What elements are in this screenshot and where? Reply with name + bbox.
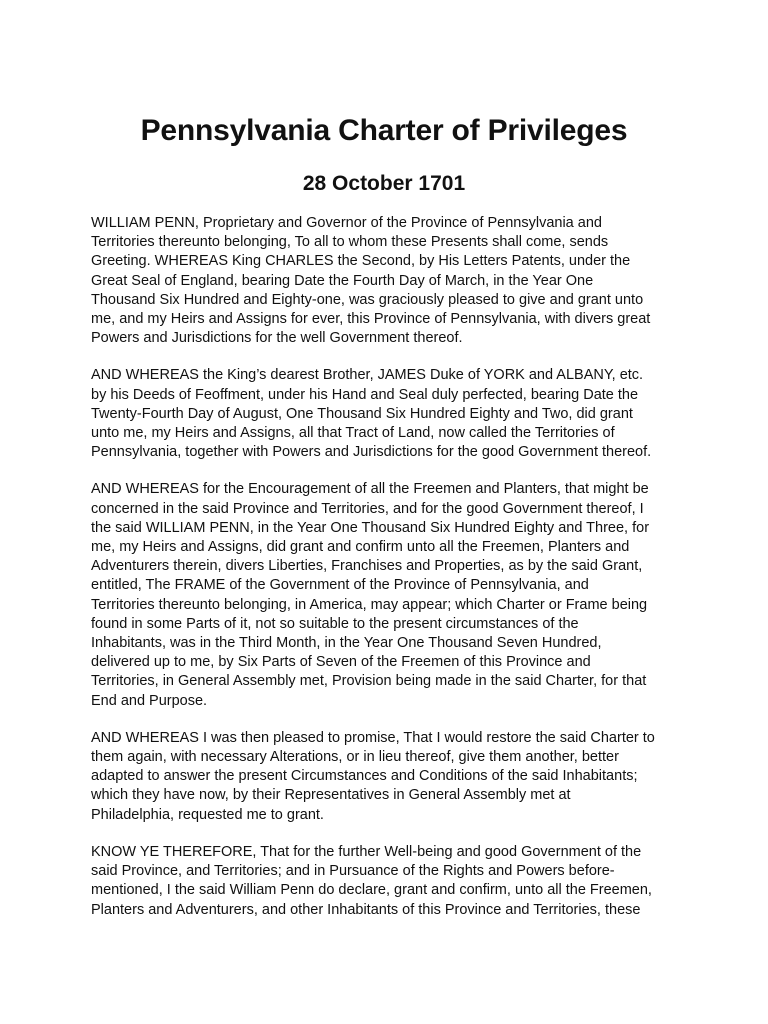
document-title: Pennsylvania Charter of Privileges (140, 114, 628, 147)
text-line: Powers and Jurisdictions for the well Government thereof. (91, 330, 463, 347)
text-line: AND WHEREAS I was then pleased to promise, That I would restore the said Charter to (91, 729, 655, 746)
text-line: AND WHEREAS for the Encouragement of all the Freemen and Planters, that might be (91, 481, 649, 498)
text-line: them again, with necessary Alterations, or in lieu thereof, give them another, better (91, 749, 619, 766)
text-line: Greeting. WHEREAS King CHARLES the Second, by His Letters Patents, under the (91, 253, 631, 270)
text-line: Pennsylvania, together with Powers and Jurisdictions for the good Government thereof. (91, 444, 652, 461)
text-line: Adventurers therein, divers Liberties, Franchises and Properties, as by the said Grant, (91, 558, 643, 575)
text-line: AND WHEREAS the King’s dearest Brother, JAMES Duke of YORK and ALBANY, etc. (91, 367, 644, 384)
text-line: me, my Heirs and Assigns, did grant and confirm unto all the Freemen, Planters and (91, 539, 630, 556)
text-line: delivered up to me, by Six Parts of Seven of the Freemen of this Province and (91, 654, 591, 671)
text-line: Planters and Adventurers, and other Inhabitants of this Province and Territories, these (91, 901, 641, 918)
text-line: End and Purpose. (91, 692, 208, 709)
paragraph-5 (91, 843, 691, 920)
paragraph-3 (91, 480, 691, 710)
text-line: Territories thereunto belonging, To all to whom these Presents shall come, sends (91, 234, 609, 251)
document-body (91, 214, 691, 938)
text-line: Philadelphia, requested me to grant. (91, 806, 324, 823)
text-line: unto me, my Heirs and Assigns, all that Tract of Land, now called the Territories of (91, 425, 615, 442)
text-line: Territories thereunto belonging, in America, may appear; which Charter or Frame being (91, 596, 648, 613)
paragraph-2 (91, 366, 691, 462)
text-line: Thousand Six Hundred and Eighty-one, was graciously pleased to give and grant unto (91, 291, 644, 308)
text-line: adapted to answer the present Circumstances and Conditions of the said Inhabitants; (91, 768, 638, 785)
text-line: Great Seal of England, bearing Date the Fourth Day of March, in the Year One (91, 272, 594, 289)
text-line: Inhabitants, was in the Third Month, in the Year One Thousand Seven Hundred, (91, 635, 602, 652)
text-line: said Province, and Territories; and in Pursuance of the Rights and Powers before- (91, 863, 615, 880)
document-date: 28 October 1701 (302, 172, 466, 195)
text-line: concerned in the said Province and Territories, and for the good Government thereof, I (91, 500, 644, 517)
text-line: the said WILLIAM PENN, in the Year One Thousand Six Hundred Eighty and Three, for (91, 519, 650, 536)
text-line: mentioned, I the said William Penn do declare, grant and confirm, unto all the Freemen, (91, 882, 652, 899)
text-line: Territories, in General Assembly met, Provision being made in the said Charter, for that (91, 673, 647, 690)
paragraph-1 (91, 214, 691, 348)
text-line: WILLIAM PENN, Proprietary and Governor of the Province of Pennsylvania and (91, 215, 602, 231)
text-line: me, and my Heirs and Assigns for ever, this Province of Pennsylvania, with divers great (91, 311, 651, 328)
text-line: found in some Parts of it, not so suitable to the present circumstances of the (91, 615, 579, 632)
text-line: Twenty-Fourth Day of August, One Thousand Six Hundred Eighty and Two, did grant (91, 405, 633, 422)
text-line: entitled, The FRAME of the Government of the Province of Pennsylvania, and (91, 577, 589, 594)
text-line: which they have now, by their Representatives in General Assembly met at (91, 787, 571, 804)
text-line: KNOW YE THEREFORE, That for the further Well-being and good Government of the (91, 843, 642, 860)
paragraph-4 (91, 729, 691, 825)
text-line: by his Deeds of Feoffment, under his Hand and Seal duly perfected, bearing Date the (91, 386, 639, 403)
